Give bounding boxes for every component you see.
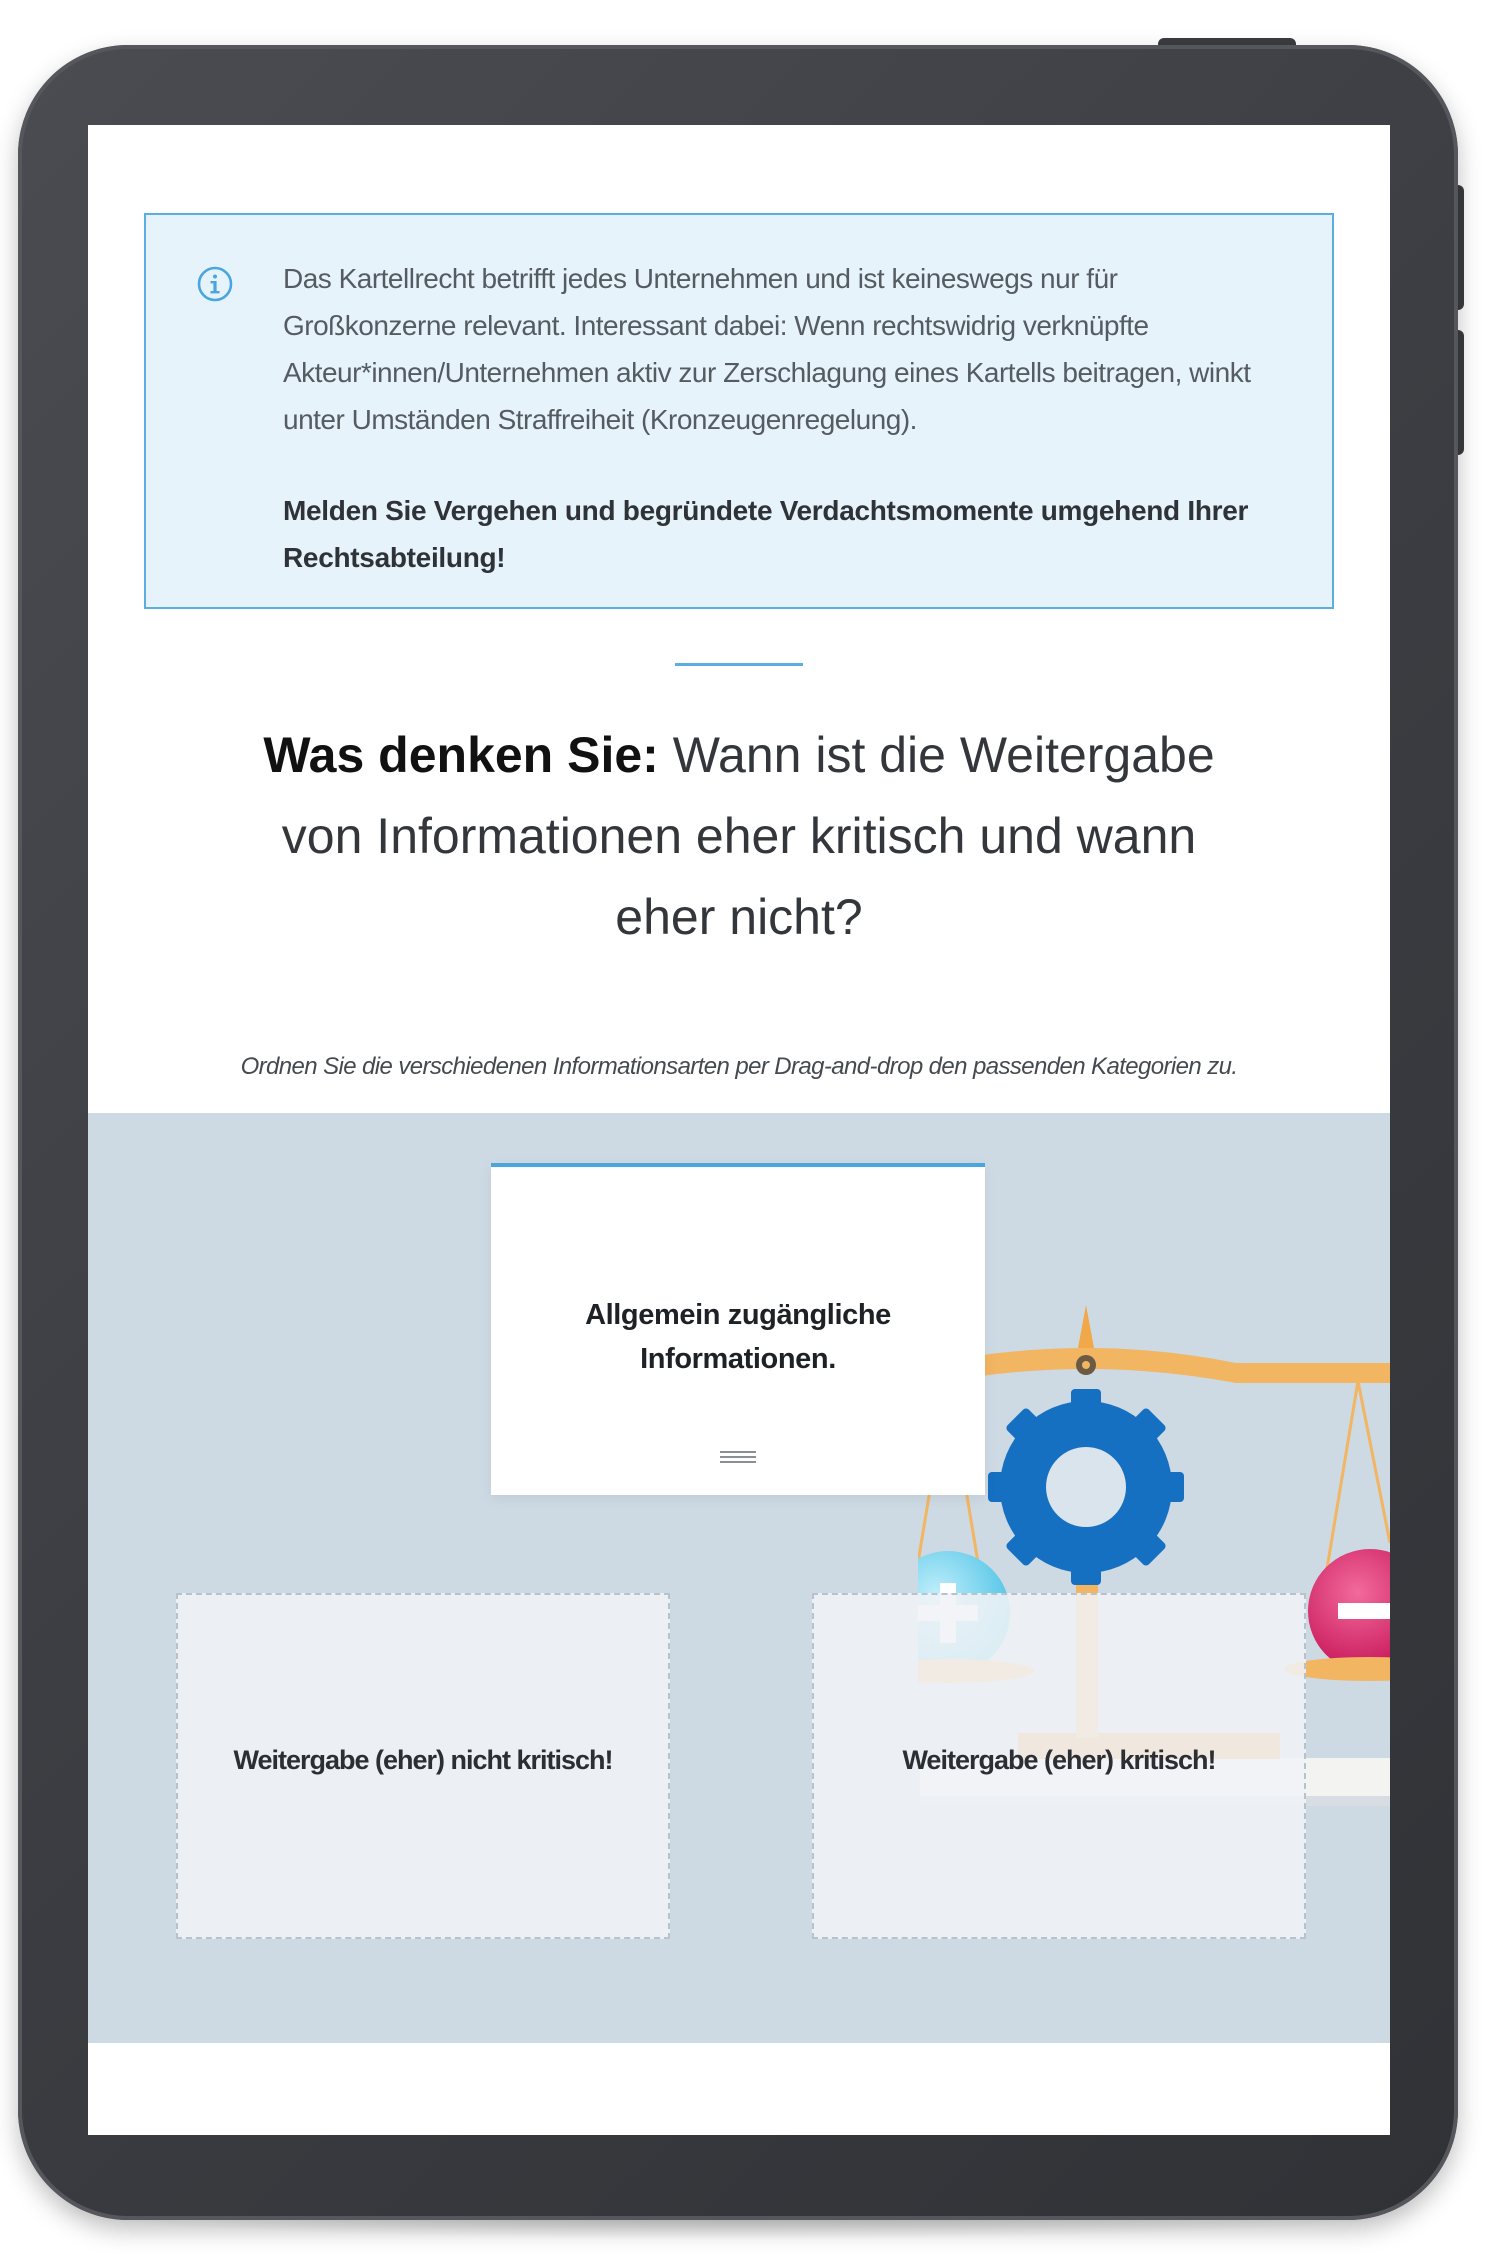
question-text: Wann ist die Weitergabe von Informationen eher kritisch und wann eher nicht?	[281, 727, 1215, 945]
gear-icon	[988, 1389, 1184, 1585]
draggable-card-text: Allgemein zugängliche Informationen.	[585, 1299, 891, 1375]
drag-handle-icon[interactable]	[720, 1450, 756, 1464]
tablet-screen	[88, 125, 1390, 2135]
question-lead: Was denken Sie:	[263, 727, 659, 783]
screen-bottom-area	[88, 2043, 1390, 2135]
question-heading	[238, 715, 1240, 958]
drop-zone-label: Weitergabe (eher) nicht kritisch!	[233, 1745, 613, 1775]
info-circle-icon	[196, 265, 234, 303]
instruction-text: Ordnen Sie die verschiedenen Informationsarten per Drag-and-drop den passenden Kategorien zu.	[240, 1053, 1238, 1080]
drop-zone-label: Weitergabe (eher) kritisch!	[902, 1745, 1216, 1775]
drop-zone-critical[interactable]	[812, 1593, 1306, 1939]
info-callout	[144, 213, 1334, 609]
info-emphasis: Melden Sie Vergehen und begründete Verdachtsmomente umgehend Ihrer Rechtsabteilung!	[283, 495, 1249, 573]
info-paragraph: Das Kartellrecht betrifft jedes Unternehmen und ist keineswegs nur für Großkonzerne relevant. Interessant dabei: Wenn rechtswidrig verknüpfte Akteur*innen/Unternehmen aktiv zur Zerschlagung eines Kartells beitragen, winkt unter Umständen Straffreiheit (Kronzeugenregelung).	[283, 263, 1251, 435]
drop-zone-not-critical[interactable]	[176, 1593, 670, 1939]
draggable-card[interactable]	[491, 1163, 985, 1495]
section-divider	[675, 663, 803, 666]
drag-and-drop-area	[88, 1113, 1390, 2043]
